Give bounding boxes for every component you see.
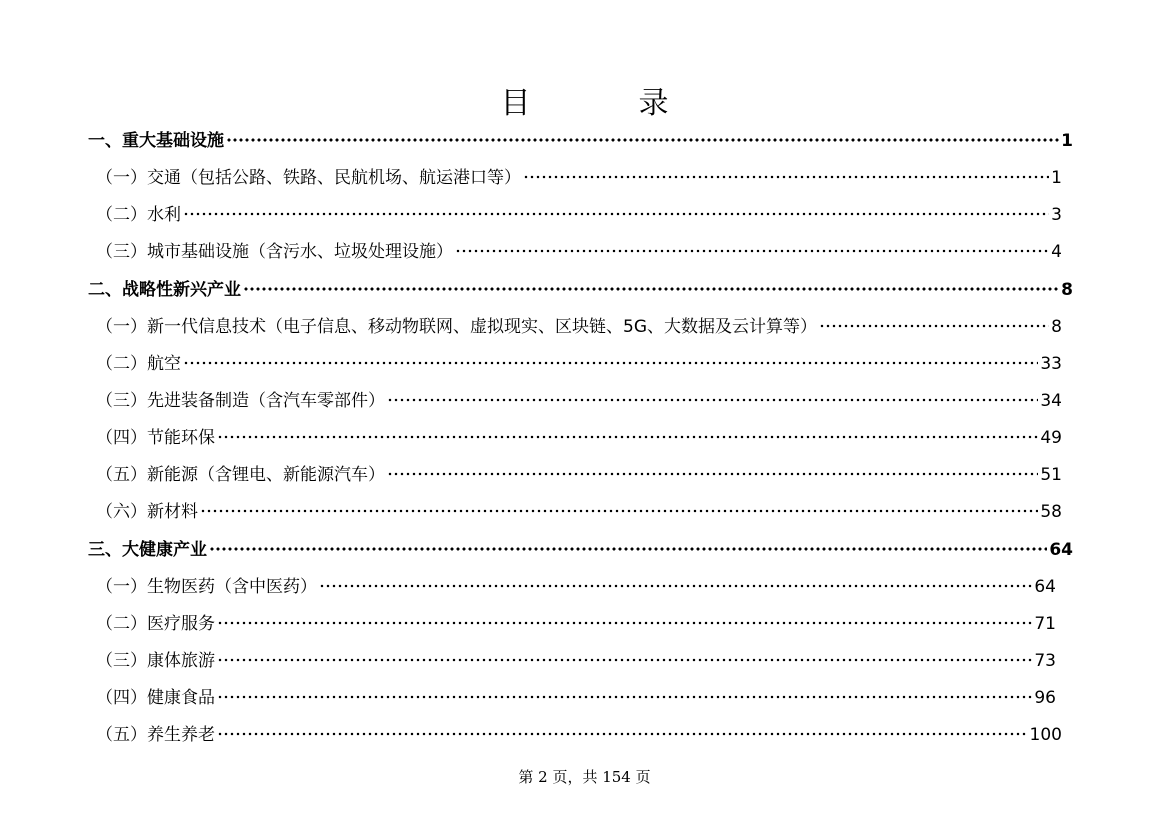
toc-entry-biomedicine[interactable] (96, 575, 1056, 599)
dot-leader (455, 249, 1049, 253)
toc-entry-page-number: 49 (1040, 428, 1062, 448)
toc-entry-page-number: 33 (1040, 354, 1062, 374)
toc-entry-new-energy[interactable] (96, 463, 1062, 487)
toc-entry-page-number: 34 (1040, 391, 1062, 411)
toc-entry-water-conservancy[interactable] (96, 203, 1062, 227)
dot-leader (819, 324, 1049, 328)
toc-entry-new-materials[interactable] (96, 500, 1062, 524)
toc-entry-label: （一）交通（包括公路、铁路、民航机场、航运港口等） (96, 168, 521, 188)
dot-leader (217, 658, 1032, 662)
toc-entry-label: （五）新能源（含锂电、新能源汽车） (96, 465, 385, 485)
dot-leader (217, 621, 1032, 625)
toc-entry-page-number: 1 (1061, 131, 1073, 151)
toc-entry-page-number: 1 (1051, 168, 1062, 188)
toc-entry-energy-saving[interactable] (96, 426, 1062, 450)
toc-entry-transport[interactable] (96, 166, 1062, 190)
toc-entry-label: 二、战略性新兴产业 (88, 280, 241, 300)
toc-entry-page-number: 64 (1049, 540, 1073, 560)
toc-entry-label: （四）节能环保 (96, 428, 215, 448)
dot-leader (200, 509, 1038, 513)
toc-entry-label: （二）航空 (96, 354, 181, 374)
toc-entry-section-1[interactable] (88, 129, 1073, 153)
toc-entry-section-2[interactable] (88, 278, 1073, 302)
toc-entry-page-number: 64 (1034, 577, 1056, 597)
toc-entry-urban-infrastructure[interactable] (96, 240, 1062, 264)
toc-entry-page-number: 4 (1051, 242, 1062, 262)
toc-entry-label: （二）水利 (96, 205, 181, 225)
toc-entry-label: （一）新一代信息技术（电子信息、移动物联网、虚拟现实、区块链、5G、大数据及云计算等） (96, 317, 817, 337)
dot-leader (183, 212, 1049, 216)
toc-entry-wellness-tourism[interactable] (96, 649, 1056, 673)
toc-entry-next-gen-it[interactable] (96, 315, 1062, 339)
dot-leader (183, 361, 1038, 365)
toc-entry-label: （三）康体旅游 (96, 651, 215, 671)
dot-leader (243, 287, 1059, 291)
toc-entry-page-number: 51 (1040, 465, 1062, 485)
toc-entry-label: （一）生物医药（含中医药） (96, 577, 317, 597)
toc-entry-label: （三）先进装备制造（含汽车零部件） (96, 391, 385, 411)
toc-entry-page-number: 96 (1034, 688, 1056, 708)
toc-entry-elderly-care[interactable] (96, 723, 1062, 747)
dot-leader (523, 175, 1049, 179)
toc-entry-page-number: 3 (1051, 205, 1062, 225)
toc-entry-section-3[interactable] (88, 538, 1073, 562)
toc-entry-page-number: 8 (1051, 317, 1062, 337)
page-footer: 第 2 页，共 154 页 (518, 768, 651, 786)
toc-entry-label: （三）城市基础设施（含污水、垃圾处理设施） (96, 242, 453, 262)
toc-entry-page-number: 71 (1034, 614, 1056, 634)
dot-leader (217, 695, 1032, 699)
dot-leader (217, 732, 1028, 736)
toc-entry-label: （二）医疗服务 (96, 614, 215, 634)
dot-leader (387, 398, 1038, 402)
toc-entry-aviation[interactable] (96, 352, 1062, 376)
toc-entry-page-number: 8 (1061, 280, 1073, 300)
dot-leader (387, 472, 1038, 476)
dot-leader (209, 547, 1047, 551)
toc-entry-page-number: 58 (1040, 502, 1062, 522)
toc-entry-page-number: 100 (1029, 725, 1062, 745)
toc-entry-medical-services[interactable] (96, 612, 1056, 636)
toc-entry-advanced-equipment[interactable] (96, 389, 1062, 413)
dot-leader (226, 138, 1059, 142)
toc-entry-health-food[interactable] (96, 686, 1056, 710)
dot-leader (217, 435, 1038, 439)
toc-entry-page-number: 73 (1034, 651, 1056, 671)
toc-entry-label: 三、大健康产业 (88, 540, 207, 560)
dot-leader (319, 584, 1032, 588)
title-char-1: 目 (500, 86, 531, 121)
toc-entry-label: 一、重大基础设施 (88, 131, 224, 151)
title-char-2: 录 (638, 86, 669, 121)
toc-entry-label: （五）养生养老 (96, 725, 215, 745)
toc-entry-label: （四）健康食品 (96, 688, 215, 708)
toc-entry-label: （六）新材料 (96, 502, 198, 522)
